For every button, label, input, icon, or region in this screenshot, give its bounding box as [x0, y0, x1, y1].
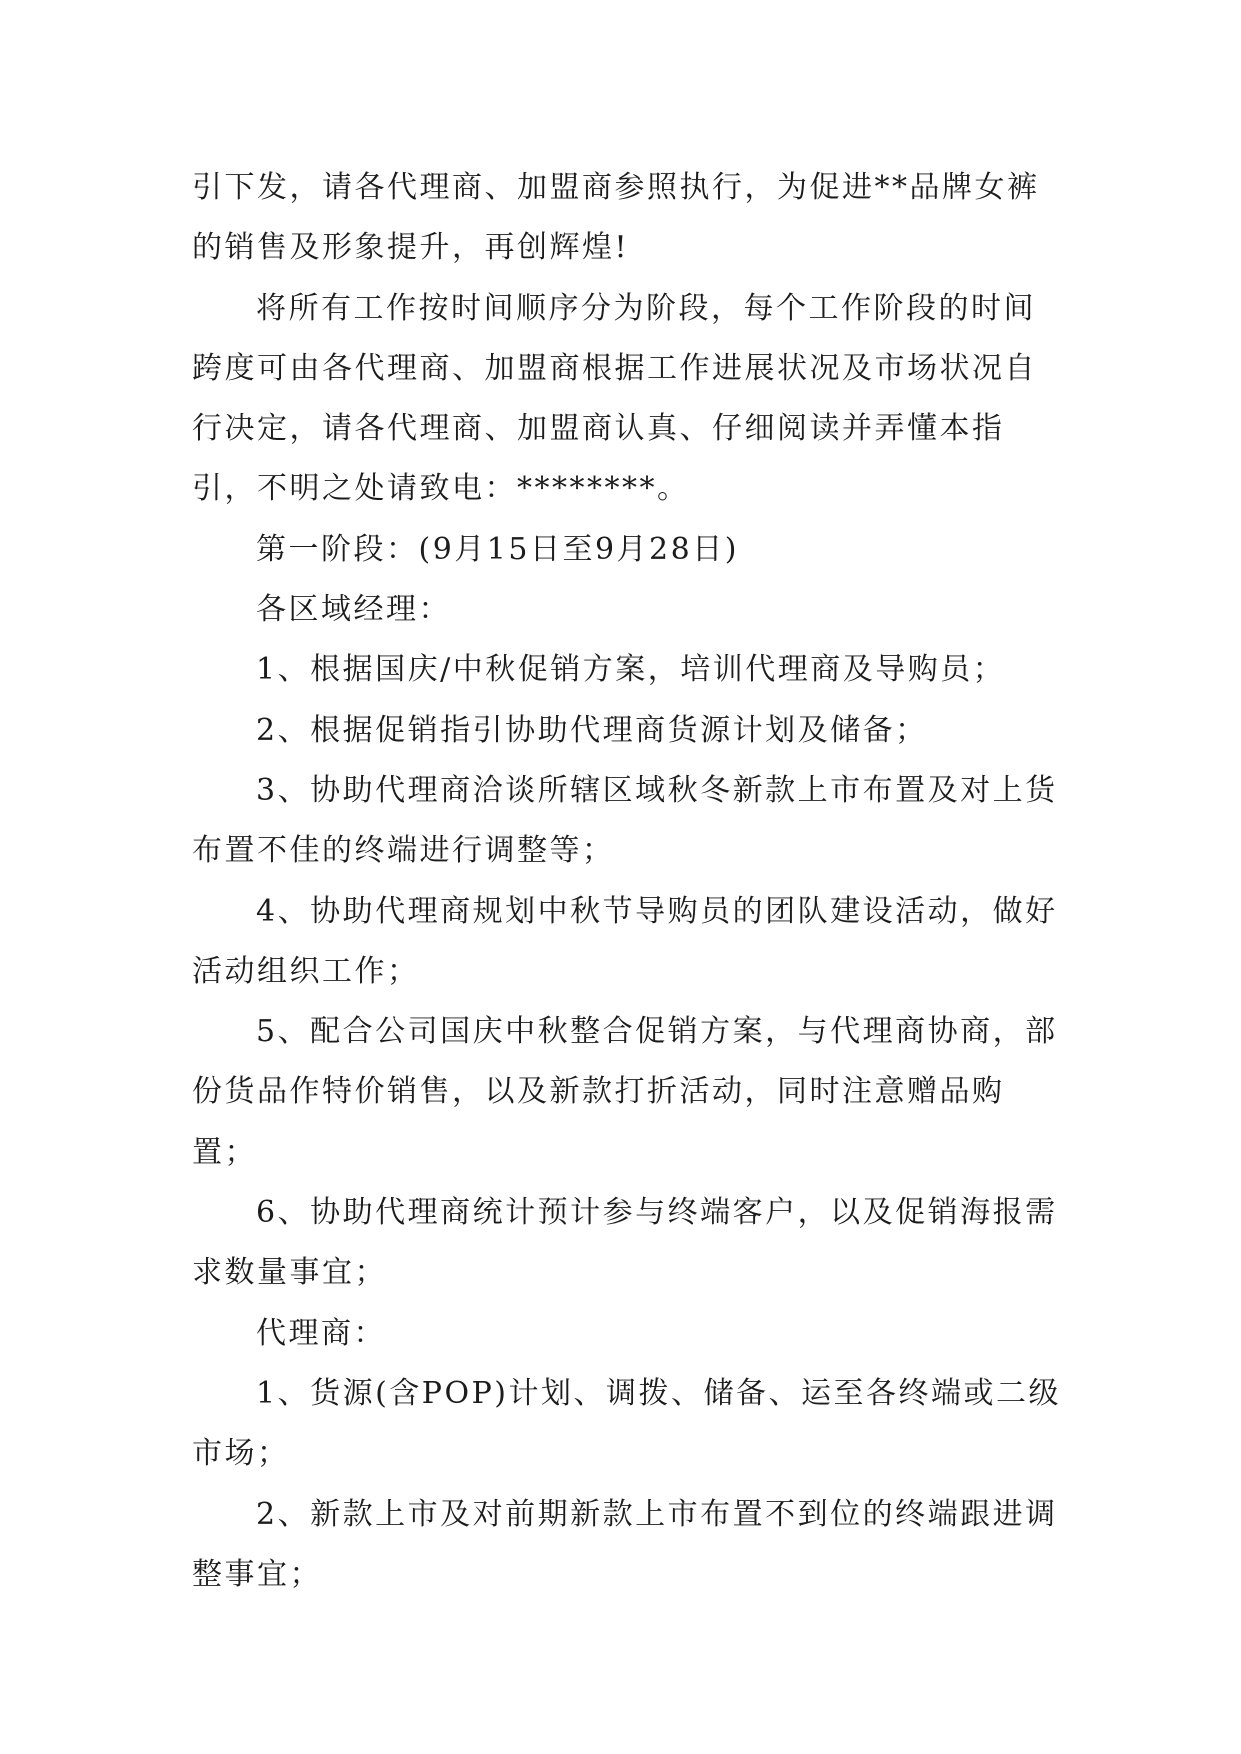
- heading-stage-one: 第一阶段：(9月15日至9月28日): [256, 531, 739, 567]
- heading-agents: 代理商：: [256, 1315, 386, 1351]
- list-item-manager-4: 4、协助代理商规划中秋节导购员的团队建设活动，做好活动组织工作；: [192, 893, 1058, 989]
- list-item-manager-1: 1、根据国庆/中秋促销方案，培训代理商及导购员；: [256, 652, 1006, 688]
- paragraph-intro-continued: 引下发，请各代理商、加盟商参照执行，为促进**品牌女裤的销售及形象提升，再创辉煌!: [192, 170, 1040, 266]
- document-body: [192, 158, 1062, 1605]
- list-item-manager-5: 5、配合公司国庆中秋整合促销方案，与代理商协商，部份货品作特价销售，以及新款打折活动，同时注意赠品购置；: [192, 1014, 1058, 1170]
- list-item-agent-1: 1、货源(含POP)计划、调拨、储备、运至各终端或二级市场；: [192, 1375, 1061, 1472]
- list-item-manager-6: 6、协助代理商统计预计参与终端客户，以及促销海报需求数量事宜；: [192, 1195, 1058, 1291]
- heading-regional-managers: 各区域经理：: [256, 592, 451, 628]
- list-item-manager-3: 3、协助代理商洽谈所辖区域秋冬新款上市布置及对上货布置不佳的终端进行调整等；: [192, 772, 1058, 869]
- list-item-manager-2: 2、根据促销指引协助代理商货源计划及储备；: [256, 712, 928, 748]
- paragraph-work-stages: 将所有工作按时间顺序分为阶段，每个工作阶段的时间跨度可由各代理商、加盟商根据工作进展状况及市场状况自行决定，请各代理商、加盟商认真、仔细阅读并弄懂本指引，不明之处请致电：********。: [192, 290, 1037, 507]
- list-item-agent-2: 2、新款上市及对前期新款上市布置不到位的终端跟进调整事宜；: [192, 1496, 1058, 1592]
